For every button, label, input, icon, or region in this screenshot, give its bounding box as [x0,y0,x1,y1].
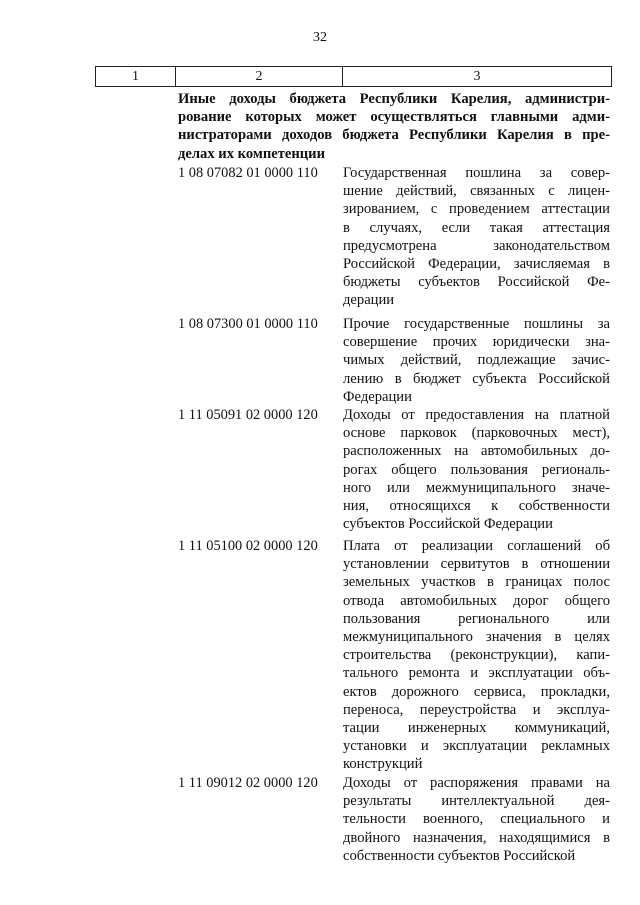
income-description [343,774,610,865]
description-line: шение действий, связанных с лицен- [343,183,610,200]
budget-classification-code: 1 11 05091 02 0000 120 [178,407,318,423]
description-line: расположенных на автомобильных до- [343,443,610,460]
group-heading-line: Иные доходы бюджета Республики Карелия, администри- [178,91,610,107]
description-line: Плата от реализации соглашений об [343,538,610,554]
description-line: Государственная пошлина за совер- [343,165,610,181]
description-line: пользования регионального или [343,610,610,627]
description-line: предусмотрена законодательством [343,237,610,254]
description-line: Федерации [343,388,412,405]
description-line: совершение прочих юридически зна- [343,334,610,351]
description-line: Доходы от предоставления на платной [343,407,610,423]
group-heading [178,90,610,163]
description-line: собственности субъектов Российской [343,847,576,864]
group-heading-line: делах их компетенции [178,145,325,162]
column-3-header: 3 [343,67,612,87]
description-line: ния, относящихся к собственности [343,498,610,515]
income-description [343,164,610,310]
budget-classification-code: 1 11 05100 02 0000 120 [178,538,318,554]
description-line: рогах общего пользования региональ- [343,461,610,478]
description-line: переноса, переустройства и эксплуа- [343,701,610,718]
description-line: основе парковок (парковочных мест), [343,425,610,442]
description-line: конструкций [343,756,423,773]
description-line: ного или межмуниципального значе- [343,479,610,496]
income-description [343,537,610,774]
description-line: отвода автомобильных дорог общего [343,592,610,609]
description-line: ектов дорожного сервиса, прокладки, [343,683,610,700]
description-line: Прочие государственные пошлины за [343,316,610,332]
description-line: земельных участков в границах полос [343,574,610,591]
description-line: установки и эксплуатации рекламных [343,738,610,755]
description-line: в случаях, если такая аттестация [343,219,610,236]
column-1-header: 1 [96,67,176,87]
description-line: результаты интеллектуальной дея- [343,793,610,810]
description-line: установлении сервитутов в отношении [343,556,610,573]
description-line: бюджеты субъектов Российской Фе- [343,274,610,291]
budget-classification-code: 1 11 09012 02 0000 120 [178,775,318,791]
page-number: 32 [313,30,327,45]
description-line: дерации [343,292,395,309]
group-heading-line: нистраторами доходов бюджета Республики Карелия в пре- [178,127,610,144]
description-line: Доходы от распоряжения правами на [343,775,610,791]
description-line: чимых действий, подлежащие зачис- [343,352,610,369]
column-2-header: 2 [176,67,343,87]
income-description [343,406,610,533]
description-line: строительства (реконструкции), капи- [343,647,610,664]
group-heading-line: рование которых может осуществляться главными адми- [178,109,610,126]
budget-classification-code: 1 08 07300 01 0000 110 [178,316,318,332]
description-line: межмуниципального значения в целях [343,629,610,646]
budget-classification-code: 1 08 07082 01 0000 110 [178,165,318,181]
description-line: тального ремонта и эксплуатации объ- [343,665,610,682]
description-line: лению в бюджет субъекта Российской [343,370,610,387]
table-header [95,66,612,87]
description-line: зированием, с проведением аттестации [343,201,610,218]
income-description [343,315,610,406]
description-line: Российской Федерации, зачисляемая в [343,256,610,273]
description-line: тации инженерных коммуникаций, [343,720,610,737]
table-header-row [96,67,612,87]
description-line: двойного назначения, находящимися в [343,829,610,846]
description-line: тельности военного, специального и [343,811,610,828]
description-line: субъектов Российской Федерации [343,516,553,533]
